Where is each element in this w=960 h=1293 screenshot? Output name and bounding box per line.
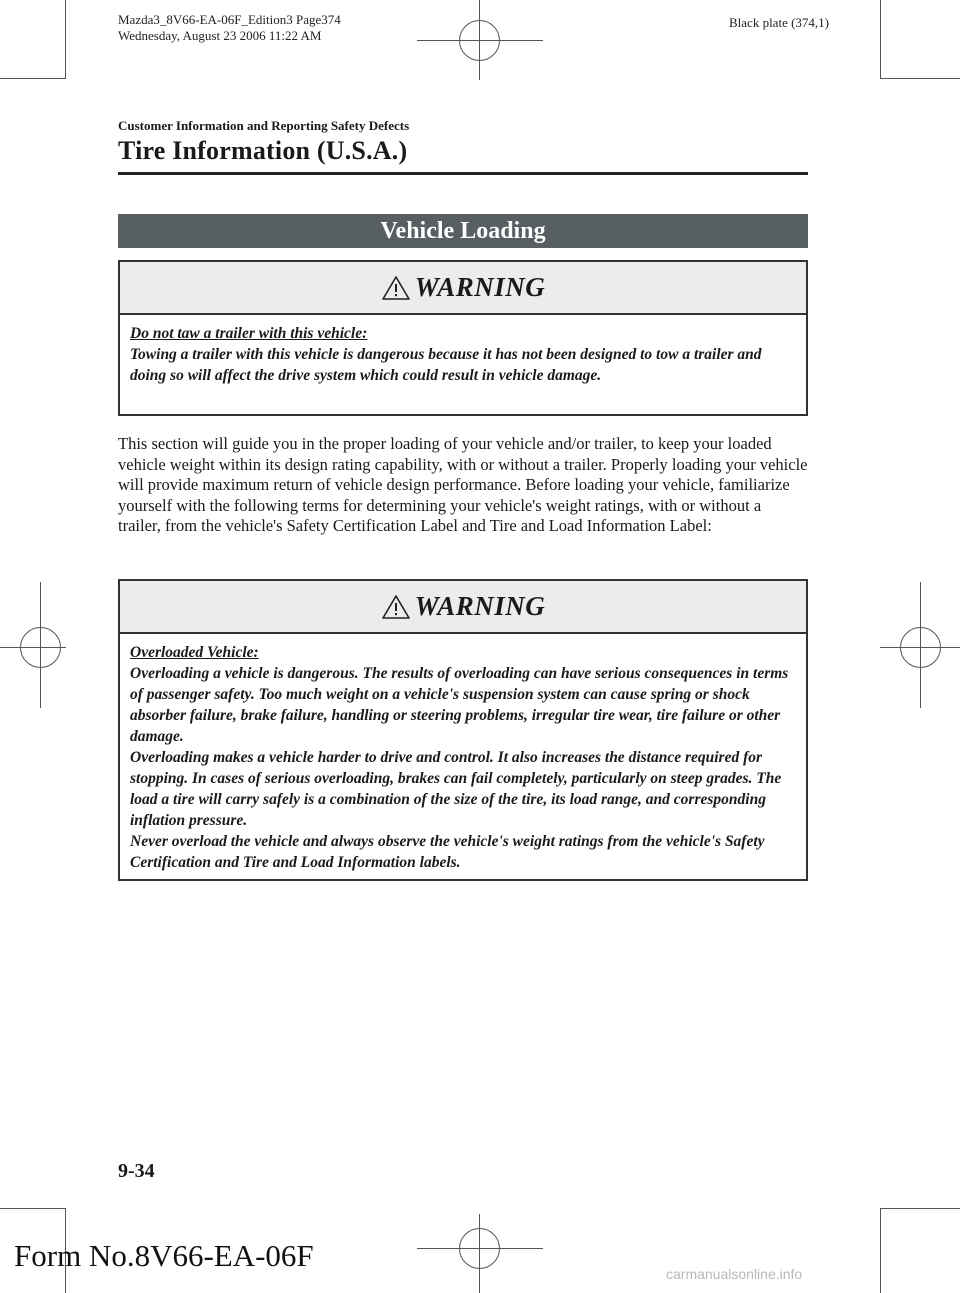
warning-label: WARNING — [414, 272, 546, 302]
warning-subhead: Overloaded Vehicle: — [130, 644, 259, 661]
print-header-line1: Mazda3_8V66-EA-06F_Edition3 Page374 — [118, 12, 341, 27]
warning-subhead: Do not taw a trailer with this vehicle: — [130, 325, 368, 342]
section-title: Vehicle Loading — [118, 214, 808, 248]
warning-triangle-icon — [381, 275, 411, 301]
page-number: 9-34 — [118, 1160, 155, 1182]
warning-paragraph-1: Overloading a vehicle is dangerous. The results of overloading can have serious consequences in terms of passenger safety. Too much weight on a vehicle's suspension system can cause spring or shock absorber failure, brake failure, handling or steering problems, irregular tire wear, tire failure or other damage. — [130, 665, 789, 745]
watermark: carmanualsonline.info — [666, 1266, 803, 1282]
warning-box-overload — [118, 579, 808, 881]
warning-box-trailer — [118, 260, 808, 416]
warning-body — [120, 634, 806, 883]
warning-text: Towing a trailer with this vehicle is dangerous because it has not been designed to tow a trailer and doing so will affect the drive system which could result in vehicle damage. — [130, 346, 762, 384]
breadcrumb: Customer Information and Reporting Safety Defects — [118, 118, 410, 133]
warning-label: WARNING — [414, 591, 546, 621]
warning-header — [120, 581, 806, 634]
warning-header — [120, 262, 806, 315]
page-title: Tire Information (U.S.A.) — [118, 136, 408, 165]
form-number: Form No.8V66-EA-06F — [14, 1238, 314, 1273]
print-header-line2: Wednesday, August 23 2006 11:22 AM — [118, 28, 322, 43]
print-header — [118, 12, 341, 44]
warning-paragraph-2: Overloading makes a vehicle harder to drive and control. It also increases the distance required for stopping. In cases of serious overloading, brakes can fail completely, particularly on steep grades. The load a tire will carry safely is a combination of the size of the tire, its load range, and corresponding inflation pressure. — [130, 749, 782, 829]
warning-body — [120, 315, 806, 396]
plate-label: Black plate (374,1) — [729, 15, 829, 30]
body-paragraph: This section will guide you in the proper loading of your vehicle and/or trailer, to keep your loaded vehicle weight within its design rating capability, with or without a trailer. Properly loading your vehicle will provide maximum return of vehicle design performance. Before loading your vehicle, familiarize yourself with the following terms for determining your vehicle's weight ratings, with or without a trailer, from the vehicle's Safety Certification Label and Tire and Load Information Label: — [118, 434, 808, 536]
title-divider — [118, 172, 808, 175]
warning-triangle-icon — [381, 594, 411, 620]
warning-paragraph-3: Never overload the vehicle and always observe the vehicle's weight ratings from the vehicle's Safety Certification and Tire and Load Information labels. — [130, 833, 765, 871]
